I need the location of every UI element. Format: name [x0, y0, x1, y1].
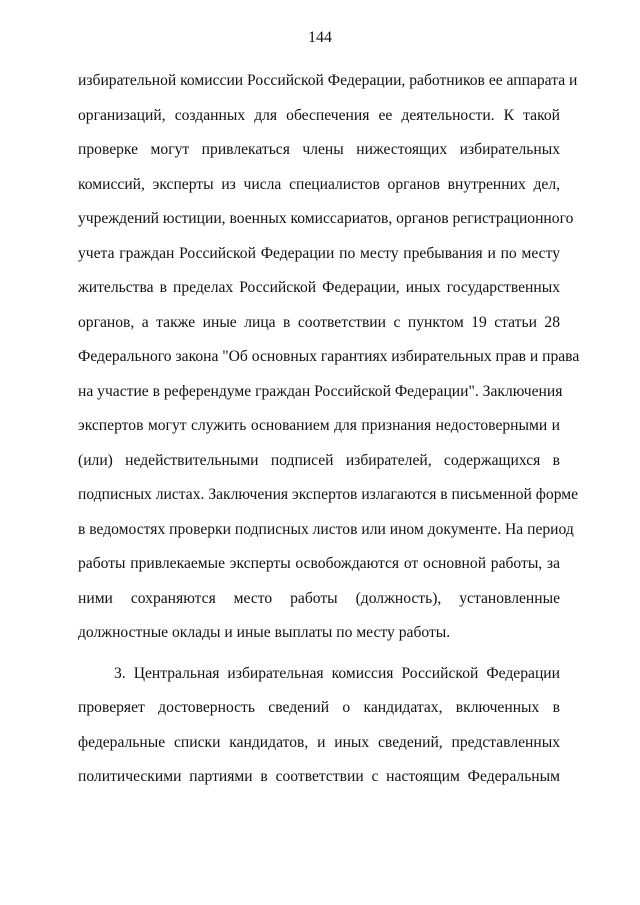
- text-line: учреждений юстиции, военных комиссариатов, органов регистрационного: [78, 210, 574, 227]
- text-line: жительства в пределах Российской Федерации, иных государственных: [78, 279, 560, 296]
- text-line: комиссий, эксперты из числа специалистов органов внутренних дел,: [78, 175, 560, 193]
- text-line: на участие в референдуме граждан Российской Федерации". Заключения: [78, 382, 563, 400]
- paragraph-2: [78, 657, 560, 795]
- text-line: подписных листах. Заключения экспертов излагаются в письменной форме: [78, 486, 579, 503]
- text-line: экспертов могут служить основанием для признания недостоверными и: [78, 417, 560, 434]
- text-line: федеральные списки кандидатов, и иных сведений, представленных: [78, 733, 560, 751]
- page-number: 144: [308, 29, 332, 46]
- text-line: 3. Центральная избирательная комиссия Российской Федерации: [114, 664, 560, 682]
- text-line: учета граждан Российской Федерации по месту пребывания и по месту: [78, 244, 560, 262]
- paragraph-1: [78, 64, 580, 651]
- text-line: политическими партиями в соответствии с настоящим Федеральным: [78, 768, 560, 785]
- text-line: проверяет достоверность сведений о кандидатах, включенных в: [78, 699, 560, 716]
- document-body: [78, 64, 580, 795]
- text-line: Федерального закона "Об основных гарантиях избирательных прав и права: [78, 348, 580, 365]
- text-line: должностные оклады и иные выплаты по месту работы.: [78, 624, 451, 641]
- text-line: проверке могут привлекаться члены нижестоящих избирательных: [78, 141, 560, 158]
- text-line: работы привлекаемые эксперты освобождаются от основной работы, за: [78, 555, 560, 572]
- text-line: (или) недействительными подписей избирателей, содержащихся в: [78, 451, 560, 469]
- text-line: органов, а также иные лица в соответствии с пунктом 19 статьи 28: [78, 313, 560, 331]
- text-line: в ведомостях проверки подписных листов или ином документе. На период: [78, 520, 574, 538]
- text-line: организаций, созданных для обеспечения ее деятельности. К такой: [78, 106, 560, 124]
- text-line: избирательной комиссии Российской Федерации, работников ее аппарата и: [78, 72, 578, 89]
- text-line: ними сохраняются место работы (должность), установленные: [78, 589, 560, 607]
